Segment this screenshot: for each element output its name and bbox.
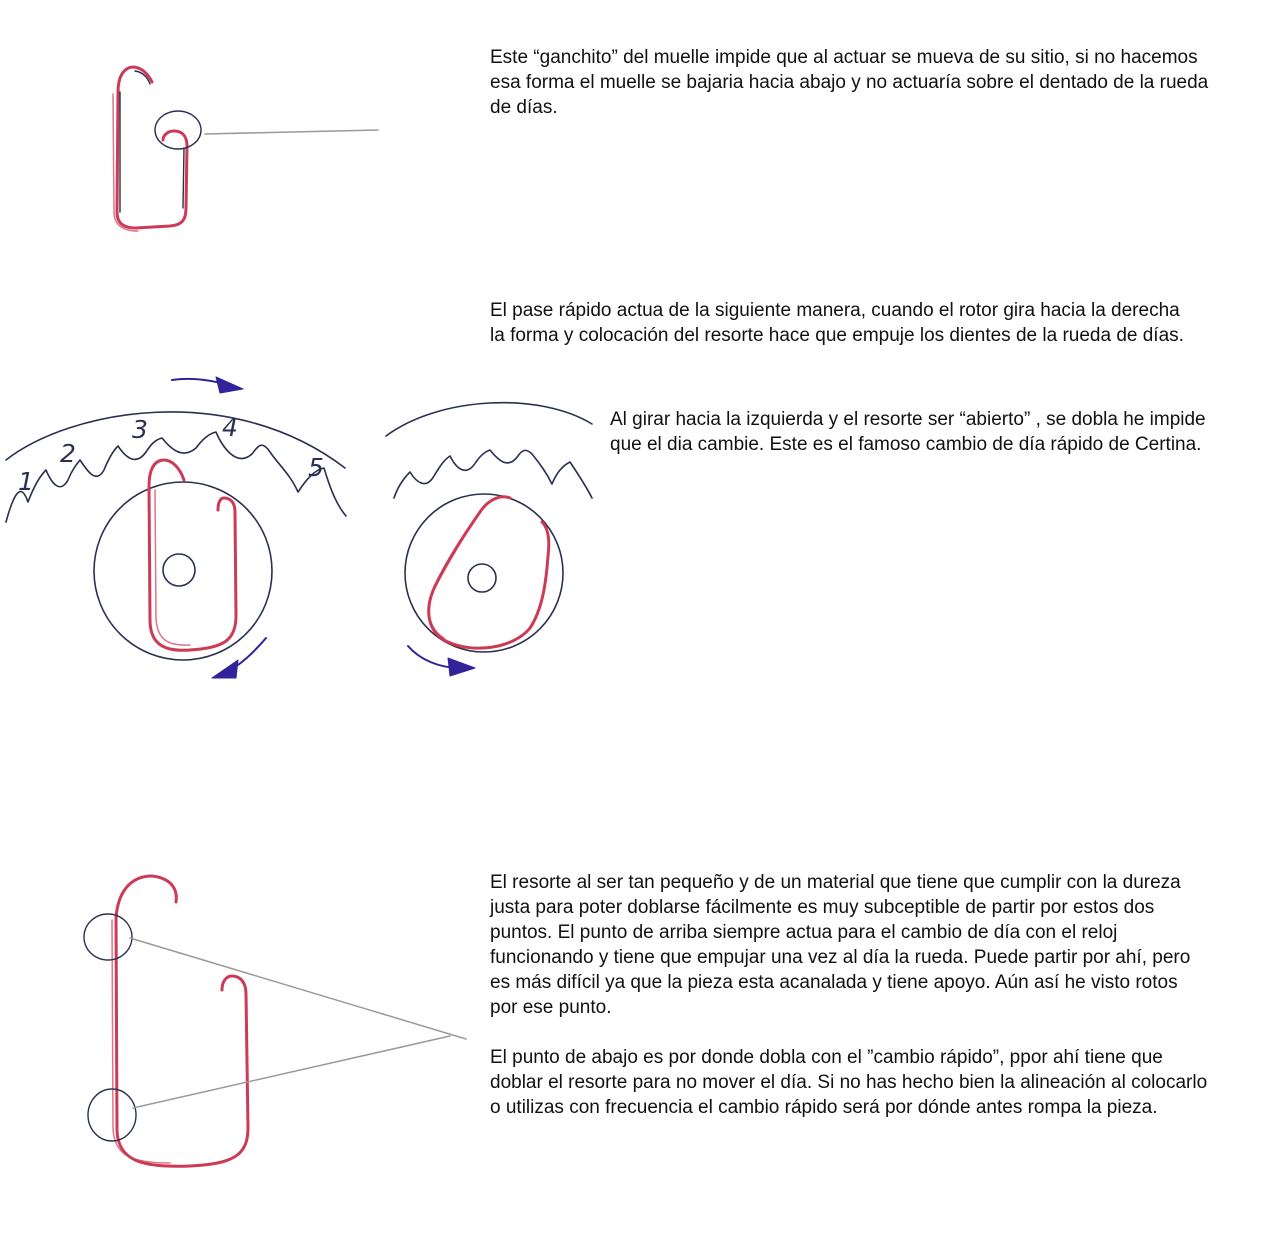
text-line: El pase rápido actua de la siguiente manera, cuando el rotor gira hacia la derecha <box>490 300 1180 321</box>
text-line: la forma y colocación del resorte hace que empuje los dientes de la rueda de días. <box>490 325 1184 346</box>
bottom-breaking-point-circle <box>88 1089 136 1141</box>
rotor-circle <box>94 482 272 660</box>
text-line: El resorte al ser tan pequeño y de un material que tiene que cumplir con la dureza <box>490 872 1181 893</box>
rotation-arrowhead-top <box>216 377 243 393</box>
wheel-number-5: 5 <box>308 453 324 482</box>
girar-izquierda-explanation <box>610 407 1206 457</box>
pointer-line-bottom <box>133 1036 450 1108</box>
resorte-pequeno-explanation <box>490 870 1190 1020</box>
text-line: Al girar hacia la izquierda y el resorte ser “abierto” , se dobla he impide <box>610 409 1206 430</box>
day-wheel-arc <box>6 412 345 468</box>
ganchito-explanation <box>490 45 1208 120</box>
text-line: por ese punto. <box>490 997 612 1018</box>
top-breaking-point-circle <box>84 914 132 960</box>
text-line: doblar el resorte para no mover el día. Si no has hecho bien la alineación al colocarlo <box>490 1072 1208 1093</box>
hook-pointer-line <box>205 130 378 134</box>
text-line: es más difícil ya que la pieza esta acanalada y tiene apoyo. Aún así he visto rotos <box>490 972 1178 993</box>
spring-long-red <box>116 876 248 1166</box>
punto-abajo-explanation <box>490 1045 1207 1120</box>
spring-hook-detail <box>113 67 378 231</box>
wheel-number-3: 3 <box>132 415 148 444</box>
rotor-circle-left <box>405 494 563 652</box>
text-line: puntos. El punto de arriba siempre actua para el cambio de día con el reloj <box>490 922 1118 943</box>
text-line: Este “ganchito” del muelle impide que al actuar se mueva de su sitio, si no hacemos <box>490 47 1198 68</box>
rotor-right-diagram <box>6 377 346 678</box>
breaking-points-diagram <box>84 876 466 1166</box>
day-wheel-teeth <box>6 432 346 522</box>
day-wheel-arc-left <box>386 403 592 436</box>
rotation-arrowhead-bottom <box>212 660 238 678</box>
spring-open-red-double <box>429 518 476 638</box>
text-line: El punto de abajo es por donde dobla con el ”cambio rápido”, ppor ahí tiene que <box>490 1047 1163 1068</box>
spring-loop-red <box>149 460 236 650</box>
wheel-number-1: 1 <box>18 467 34 496</box>
text-line: justa para poter doblarse fácilmente es muy subceptible de partir por estos dos <box>490 897 1155 918</box>
rotor-pivot-left <box>468 564 496 592</box>
rotor-left-diagram <box>386 403 592 676</box>
day-wheel-teeth-left <box>394 450 592 498</box>
spring-outline-blue <box>120 71 184 212</box>
rotation-arrowhead-bottom-left <box>448 658 475 676</box>
spring-shape-red <box>117 67 187 228</box>
spring-open-red <box>429 497 549 648</box>
wheel-number-4: 4 <box>222 413 238 442</box>
text-line: o utilizas con frecuencia el cambio rápido será por dónde antes rompa la pieza. <box>490 1097 1158 1118</box>
pase-rapido-explanation <box>490 298 1184 348</box>
wheel-number-2: 2 <box>60 439 76 468</box>
rotor-pivot <box>163 554 195 586</box>
text-line: de días. <box>490 97 558 118</box>
pointer-line-top <box>130 938 466 1039</box>
text-line: que el dia cambie. Este es el famoso cambio de día rápido de Certina. <box>610 434 1202 455</box>
text-line: funcionando y tiene que empujar una vez al día la rueda. Puede partir por ahí, pero <box>490 947 1191 968</box>
spring-loop-red-double <box>155 490 190 645</box>
text-line: esa forma el muelle se bajaria hacia abajo y no actuaría sobre el dentado de la rueda <box>490 72 1209 93</box>
